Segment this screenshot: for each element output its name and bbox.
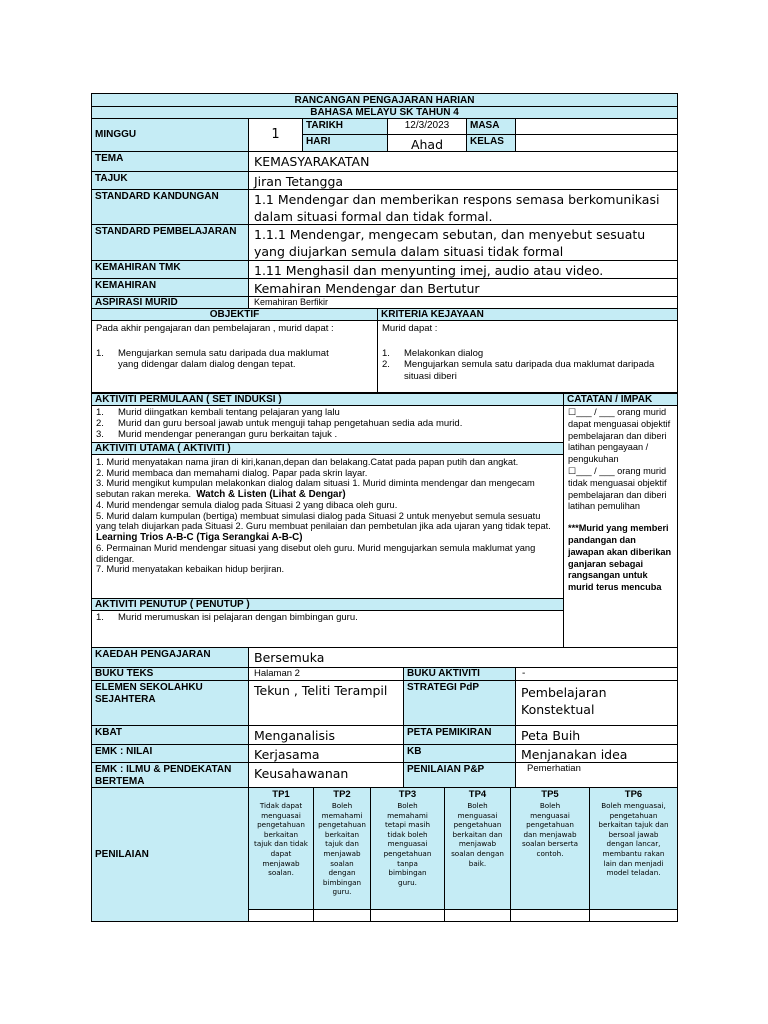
utama-item: 1. Murid menyatakan nama jiran di kiri,kanan,depan dan belakang.Catat pada papan putih dan angkat. — [96, 457, 519, 467]
aktiviti-penutup-content — [91, 610, 564, 648]
emk-ilmu-value[interactable]: Keusahawanan — [248, 762, 404, 788]
tp5-description: Boleh menguasai pengetahuan dan menjawab soalan berserta contoh. — [521, 801, 579, 858]
tema-label: TEMA — [91, 151, 249, 172]
tp4-mark[interactable] — [444, 909, 511, 922]
tp3-cell — [370, 787, 445, 910]
objektif-intro: Pada akhir pengajaran dan pembelajaran , murid dapat : — [96, 323, 334, 334]
utama-item: 7. Murid menyatakan kebaikan hidup berjiran. — [96, 564, 285, 574]
kriteria-header: KRITERIA KEJAYAAN — [377, 308, 678, 321]
tp2-heading: TP2 — [333, 789, 351, 800]
strategy-learning-trios: Learning Trios A-B-C (Tiga Serangkai A-B-C) — [96, 531, 303, 543]
catatan-ganjaran: ***Murid yang memberi pandangan dan jawapan akan diberikan ganjaran sebagai rangsangan untuk murid terus mencuba — [568, 523, 672, 593]
aktiviti-permulaan-content — [91, 405, 564, 443]
buku-aktiviti-value[interactable]: - — [515, 667, 678, 681]
kaedah-pengajaran-label: KAEDAH PENGAJARAN — [91, 647, 249, 668]
kemahiran-label: KEMAHIRAN — [91, 278, 249, 297]
buku-teks-value[interactable]: Halaman 2 — [248, 667, 404, 681]
strategi-pdp-label: STRATEGI PdP — [403, 680, 516, 726]
catatan-menguasai: ☐___ / ___ orang murid dapat menguasai objektif pembelajaran dan diberi latihan pengayaan / pengukuhan — [568, 407, 671, 465]
tarikh-label: TARIKH — [302, 118, 388, 135]
tp5-heading: TP5 — [541, 789, 559, 800]
penilaian-pp-value[interactable]: Pemerhatian — [515, 762, 678, 788]
tarikh-value[interactable]: 12/3/2023 — [387, 118, 467, 135]
objektif-item — [96, 348, 373, 371]
standard-kandungan-value[interactable]: 1.1 Mendengar dan memberikan respons semasa berkomunikasi dalam situasi formal dan tidak formal. — [248, 189, 678, 225]
tajuk-label: TAJUK — [91, 171, 249, 190]
utama-item: 2. Murid membaca dan memahami dialog. Papar pada skrin layar. — [96, 467, 368, 478]
kbat-value[interactable]: Menganalisis — [248, 725, 404, 745]
tp6-mark[interactable] — [589, 909, 678, 922]
permulaan-item — [96, 407, 559, 418]
aspirasi-murid-label: ASPIRASI MURID — [91, 296, 249, 309]
permulaan-item-text: Murid dan guru bersoal jawab untuk menguji tahap pengetahuan sedia ada murid. — [118, 418, 463, 429]
tp3-description: Boleh memahami tetapi masih tidak boleh menguasai pengetahuan tanpa bimbingan guru. — [383, 801, 432, 887]
buku-aktiviti-label: BUKU AKTIVITI — [403, 667, 516, 681]
kriteria-item-number: 1. — [382, 347, 390, 359]
tp6-heading: TP6 — [624, 789, 643, 800]
tema-value[interactable]: KEMASYARAKATAN — [248, 151, 678, 172]
utama-item — [96, 511, 559, 544]
permulaan-item-number: 2. — [96, 418, 104, 429]
penilaian-pp-label: PENILAIAN P&P — [403, 762, 516, 788]
utama-item-text: 5. Murid dalam kumpulan (bertiga) membuat simulasi dialog pada Situasi 2 untuk menyebut semula sesuatu yang telah diujarkan pada Situasi 2. Guru membuat penilaian dan pembetulan jika ada ujaran yang tidak tepat. — [96, 510, 551, 531]
tp2-mark[interactable] — [313, 909, 371, 922]
kelas-label: KELAS — [466, 134, 516, 152]
catatan-impak-header: CATATAN / IMPAK — [563, 393, 678, 406]
strategi-pdp-value[interactable]: Pembelajaran Konstektual — [515, 680, 678, 726]
masa-value[interactable] — [515, 118, 678, 135]
elemen-sekolahku-value[interactable]: Tekun , Teliti Terampil — [248, 680, 404, 726]
hari-value[interactable]: Ahad — [387, 134, 467, 152]
tp3-mark[interactable] — [370, 909, 445, 922]
standard-pembelajaran-value[interactable]: 1.1.1 Mendengar, mengecam sebutan, dan menyebut sesuatu yang diujarkan semula dalam situasi tidak formal — [248, 224, 678, 261]
emk-nilai-label: EMK : NILAI — [91, 744, 249, 763]
aktiviti-utama-header: AKTIVITI UTAMA ( AKTIVITI ) — [91, 442, 564, 455]
utama-item: 4. Murid mendengar semula dialog pada Situasi 2 yang dibaca oleh guru. — [96, 500, 398, 510]
elemen-sekolahku-label: ELEMEN SEKOLAHKU SEJAHTERA — [91, 680, 249, 726]
document-title: RANCANGAN PENGAJARAN HARIAN — [91, 93, 678, 107]
objektif-content — [91, 320, 378, 393]
buku-teks-label: BUKU TEKS — [91, 667, 249, 681]
tp4-description: Boleh menguasai pengetahuan berkaitan dan menjawab soalan dengan baik. — [451, 801, 504, 868]
permulaan-item — [96, 418, 559, 429]
kriteria-item — [382, 348, 673, 360]
penilaian-label: PENILAIAN — [91, 787, 249, 922]
aktiviti-utama-content — [91, 454, 564, 599]
tp1-cell — [248, 787, 314, 910]
peta-pemikiran-value[interactable]: Peta Buih — [515, 725, 678, 745]
masa-label: MASA — [466, 118, 516, 135]
tp2-description: Boleh memahami pengetahuan berkaitan tajuk dan menjawab soalan dengan bimbingan guru. — [318, 801, 366, 897]
penutup-item-text: Murid merumuskan isi pelajaran dengan bimbingan guru. — [118, 612, 358, 623]
emk-ilmu-label: EMK : ILMU & PENDEKATAN BERTEMA — [91, 762, 249, 788]
kriteria-intro: Murid dapat : — [382, 323, 438, 334]
tp4-cell — [444, 787, 511, 910]
kriteria-item — [382, 359, 673, 382]
objektif-item-number: 1. — [96, 347, 104, 359]
minggu-label: MINGGU — [91, 118, 249, 152]
catatan-tidak-menguasai: ☐___ / ___ orang murid tidak menguasai objektif pembelajaran dan diberi latihan pemulihan — [568, 465, 667, 512]
hari-label: HARI — [302, 134, 388, 152]
permulaan-item — [96, 429, 559, 440]
aspirasi-murid-value[interactable]: Kemahiran Berfikir — [248, 296, 678, 309]
kelas-value[interactable] — [515, 134, 678, 152]
tp1-mark[interactable] — [248, 909, 314, 922]
tp1-heading: TP1 — [272, 789, 290, 800]
emk-nilai-value[interactable]: Kerjasama — [248, 744, 404, 763]
kaedah-pengajaran-value[interactable]: Bersemuka — [248, 647, 678, 668]
permulaan-item-text: Murid mendengar penerangan guru berkaitan tajuk . — [118, 429, 338, 440]
kb-value[interactable]: Menjanakan idea — [515, 744, 678, 763]
tp4-heading: TP4 — [468, 789, 487, 800]
standard-pembelajaran-label: STANDARD PEMBELAJARAN — [91, 224, 249, 261]
standard-kandungan-label: STANDARD KANDUNGAN — [91, 189, 249, 225]
strategy-watch-listen: Watch & Listen (Lihat & Dengar) — [196, 488, 346, 500]
permulaan-item-number: 3. — [96, 429, 104, 440]
objektif-item-text: Mengujarkan semula satu daripada dua maklumat yang didengar dalam dialog dengan tepat. — [118, 347, 329, 370]
kriteria-item-text: Melakonkan dialog — [404, 347, 484, 359]
kb-label: KB — [403, 744, 516, 763]
utama-item — [96, 478, 559, 500]
document-subtitle: BAHASA MELAYU SK TAHUN 4 — [91, 106, 678, 119]
kbat-label: KBAT — [91, 725, 249, 745]
permulaan-item-number: 1. — [96, 407, 104, 418]
kriteria-item-number: 2. — [382, 359, 390, 370]
permulaan-item-text: Murid diingatkan kembali tentang pelajaran yang lalu — [118, 407, 340, 418]
tp3-heading: TP3 — [398, 789, 417, 800]
kemahiran-value[interactable]: Kemahiran Mendengar dan Bertutur — [248, 278, 678, 297]
kemahiran-tmk-value[interactable]: 1.11 Menghasil dan menyunting imej, audio atau video. — [248, 260, 678, 279]
peta-pemikiran-label: PETA PEMIKIRAN — [403, 725, 516, 745]
tp6-cell — [589, 787, 678, 910]
minggu-value[interactable]: 1 — [248, 118, 303, 152]
tp2-cell — [313, 787, 371, 910]
utama-item-text: 3. Murid mengikut kumpulan melakonkan dialog dalam situasi 1. Murid diminta mendengar dan mengecam sebutan rakan mereka. — [96, 478, 535, 499]
kemahiran-tmk-label: KEMAHIRAN TMK — [91, 260, 249, 279]
penutup-item — [96, 612, 559, 624]
kriteria-item-text: Mengujarkan semula satu daripada dua maklumat daripada situasi diberi — [404, 359, 655, 382]
tp5-mark[interactable] — [510, 909, 590, 922]
utama-item: 6. Permainan Murid mendengar situasi yang disebut oleh guru. Murid mengujarkan semula maklumat yang didengar. — [96, 543, 536, 564]
tp6-description: Boleh menguasai, pengetahuan berkaitan tajuk dan bersoal jawab dengan lancar, membantu rakan lain dan menjadi model teladan. — [598, 801, 669, 878]
penutup-item-number: 1. — [96, 612, 104, 623]
kriteria-content — [377, 320, 678, 393]
aktiviti-permulaan-header: AKTIVITI PERMULAAN ( SET INDUKSI ) — [91, 393, 564, 406]
tajuk-value[interactable]: Jiran Tetangga — [248, 171, 678, 190]
tp1-description: Tidak dapat menguasai pengetahuan berkaitan tajuk dan tidak dapat menjawab soalan. — [254, 801, 308, 878]
aktiviti-penutup-header: AKTIVITI PENUTUP ( PENUTUP ) — [91, 598, 564, 611]
tp5-cell — [510, 787, 590, 910]
catatan-impak-content — [563, 405, 678, 648]
objektif-header: OBJEKTIF — [91, 308, 378, 321]
